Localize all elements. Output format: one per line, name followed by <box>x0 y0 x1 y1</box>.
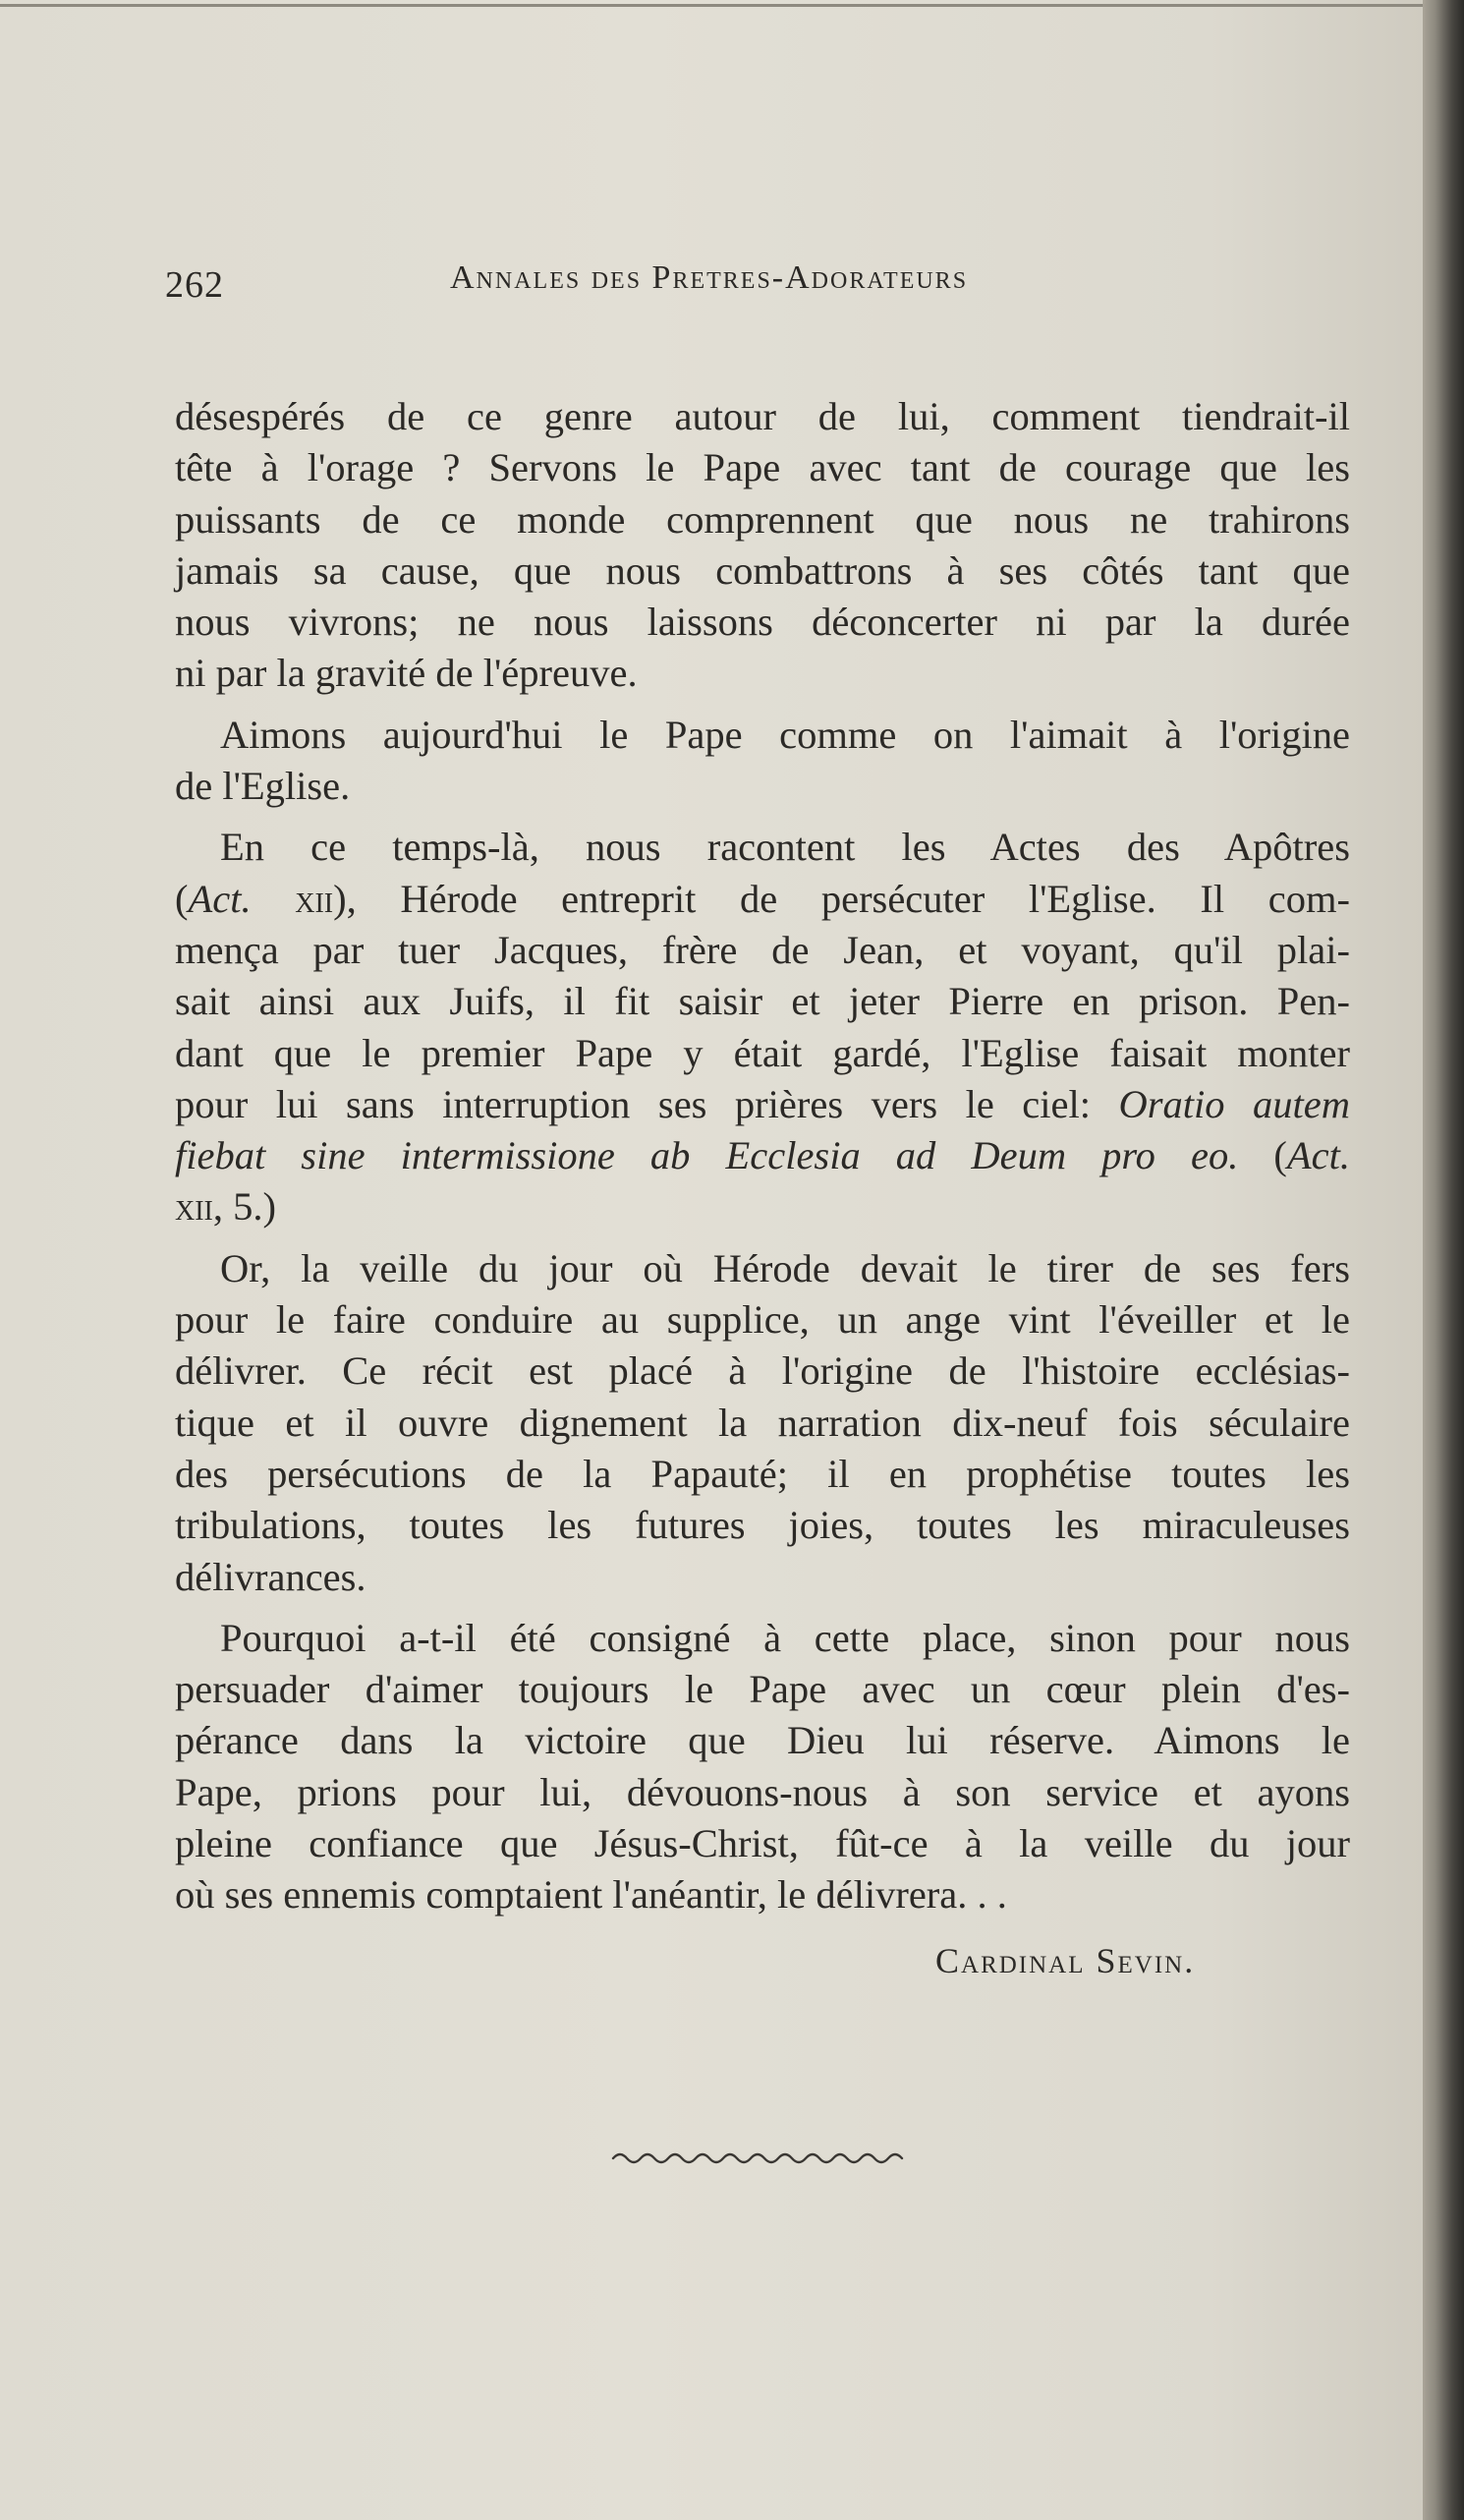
paragraph-4 <box>175 1243 1350 1603</box>
text-line: persuader d'aimer toujours le Pape avec un cœur plein d'es- <box>175 1667 1350 1712</box>
paren-open: ( <box>175 876 189 921</box>
text-fragment: , 5.) <box>212 1184 276 1230</box>
wavy-ornament-divider <box>611 2145 906 2168</box>
text-fragment: pour lui sans interruption ses prières vers le ciel: <box>175 1081 1119 1126</box>
text-line <box>175 874 1350 925</box>
book-spine-shadow <box>1423 0 1464 2520</box>
text-line: pleine confiance que Jésus-Christ, fût-ce à la veille du jour <box>175 1821 1350 1866</box>
text-line: où ses ennemis comptaient l'anéantir, le délivrera. . . <box>175 1872 1007 1918</box>
text-line: Or, la veille du jour où Hérode devait le tirer de ses fers <box>220 1245 1350 1290</box>
paren-open: ( <box>1238 1133 1287 1178</box>
text-line: tribulations, toutes les futures joies, toutes les miraculeuses <box>175 1503 1350 1548</box>
chapter-number: xii <box>251 876 334 921</box>
act-citation: Act. <box>188 876 252 921</box>
text-line: délivrances. <box>175 1554 366 1599</box>
text-line <box>175 1130 1350 1181</box>
paragraph-2 <box>175 710 1350 813</box>
chapter-number: xii <box>175 1184 213 1230</box>
latin-quote: fiebat sine intermissione ab Ecclesia ad Deum pro eo. <box>175 1133 1239 1178</box>
text-fragment: ), Hérode entreprit de persécuter l'Eglise. Il com- <box>333 876 1350 921</box>
paragraph-5 <box>175 1613 1350 1921</box>
running-head <box>0 254 1423 306</box>
text-line: de l'Eglise. <box>175 764 351 809</box>
latin-quote: Oratio autem <box>1118 1081 1351 1126</box>
text-line <box>175 1181 1350 1232</box>
text-line <box>175 1079 1350 1130</box>
running-title: Annales des Pretres-Adorateurs <box>450 259 969 296</box>
text-line: désespérés de ce genre autour de lui, comment tiendrait-il <box>175 394 1350 438</box>
text-line: tête à l'orage ? Servons le Pape avec tant de courage que les <box>175 445 1350 490</box>
text-line: Pape, prions pour lui, dévouons-nous à son service et ayons <box>175 1769 1350 1814</box>
paragraph-1 <box>175 391 1350 700</box>
text-line: délivrer. Ce récit est placé à l'origine de l'histoire ecclésias- <box>175 1348 1350 1394</box>
text-line: jamais sa cause, que nous combattrons à ses côtés tant que <box>175 547 1350 593</box>
text-line: dant que le premier Pape y était gardé, l'Eglise faisait monter <box>175 1030 1350 1075</box>
page-number: 262 <box>165 264 224 306</box>
text-line: des persécutions de la Papauté; il en prophétise toutes les <box>175 1451 1350 1496</box>
text-line: puissants de ce monde comprennent que nous ne trahirons <box>175 496 1350 542</box>
text-line: tique et il ouvre dignement la narration dix-neuf fois séculaire <box>175 1400 1350 1445</box>
body-text <box>175 391 1350 1931</box>
text-line: En ce temps-là, nous racontent les Actes des Apôtres <box>220 825 1350 870</box>
signature: Cardinal Sevin. <box>935 1941 1196 1980</box>
text-line: ni par la gravité de l'épreuve. <box>175 651 638 696</box>
text-line: Pourquoi a-t-il été consigné à cette place, sinon pour nous <box>220 1615 1350 1660</box>
act-citation: Act. <box>1286 1133 1350 1178</box>
top-border-line <box>0 4 1423 7</box>
text-line: pour le faire conduire au supplice, un ange vint l'éveiller et le <box>175 1297 1350 1343</box>
paragraph-3 <box>175 822 1350 1232</box>
text-line: pérance dans la victoire que Dieu lui réserve. Aimons le <box>175 1718 1350 1763</box>
text-line: mença par tuer Jacques, frère de Jean, et voyant, qu'il plai- <box>175 927 1350 972</box>
text-line: Aimons aujourd'hui le Pape comme on l'aimait à l'origine <box>220 712 1350 757</box>
text-line: nous vivrons; ne nous laissons déconcerter ni par la durée <box>175 600 1350 645</box>
text-line: sait ainsi aux Juifs, il fit saisir et jeter Pierre en prison. Pen- <box>175 979 1350 1024</box>
